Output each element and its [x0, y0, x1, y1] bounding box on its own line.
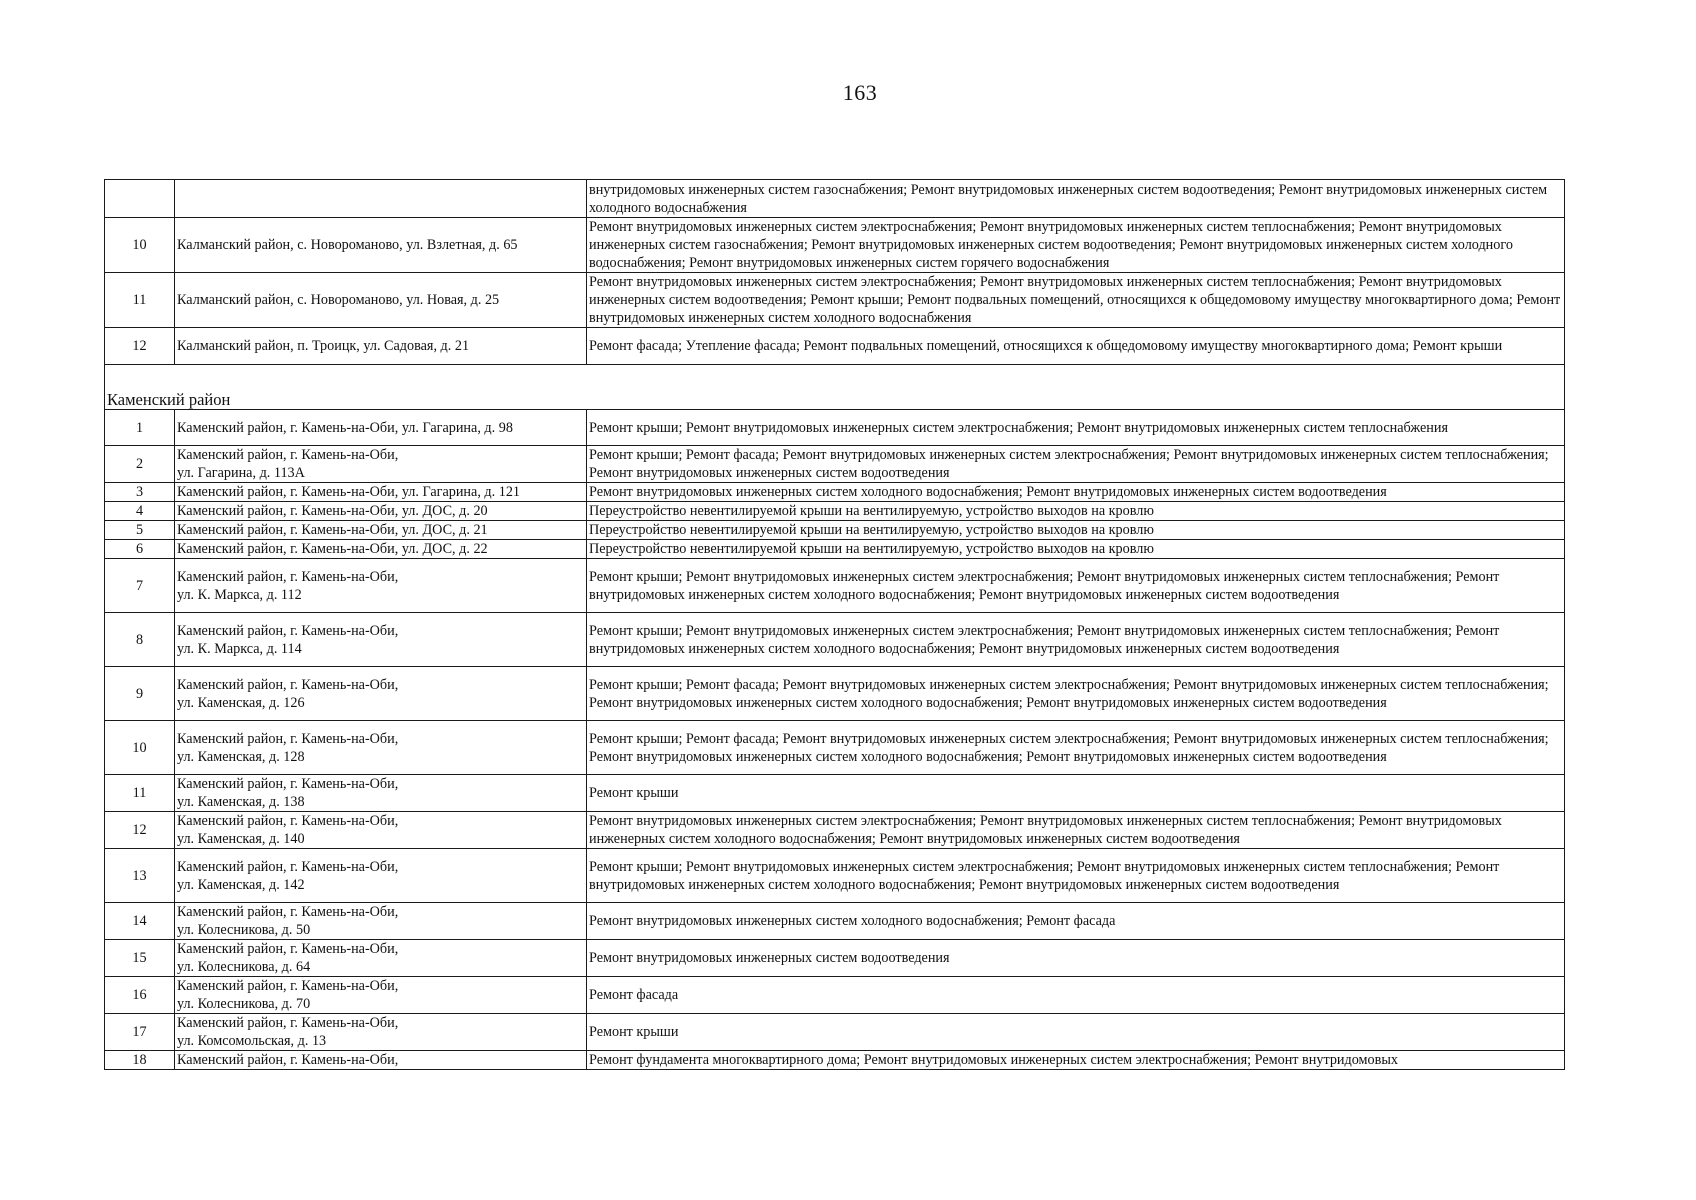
table-row [105, 667, 1565, 721]
row-number-cell: 11 [105, 775, 175, 812]
row-number-cell: 13 [105, 849, 175, 903]
address-cell: Каменский район, г. Камень-на-Оби, ул. Каменская, д. 142 [175, 849, 587, 903]
works-cell: Ремонт внутридомовых инженерных систем электроснабжения; Ремонт внутридомовых инженерных систем теплоснабжения; Ремонт внутридомовых инженерных систем холодного водоснабжения; Ремонт внутридомовых инженерных систем водоотведения [587, 812, 1565, 849]
table-row [105, 721, 1565, 775]
works-cell: Ремонт крыши; Ремонт фасада; Ремонт внутридомовых инженерных систем электроснабжения; Ремонт внутридомовых инженерных систем теплоснабжения; Ремонт внутридомовых инженерных систем холодного водоснабжения; Ремонт внутридомовых инженерных систем водоотведения [587, 721, 1565, 775]
works-cell: Переустройство невентилируемой крыши на вентилируемую, устройство выходов на кровлю [587, 521, 1565, 540]
address-cell: Каменский район, г. Камень-на-Оби, ул. ДОС, д. 21 [175, 521, 587, 540]
works-cell: Ремонт фасада; Утепление фасада; Ремонт подвальных помещений, относящихся к общедомовому имуществу многоквартирного дома; Ремонт крыши [587, 328, 1565, 365]
address-cell: Каменский район, г. Камень-на-Оби, ул. Каменская, д. 128 [175, 721, 587, 775]
row-number-cell: 10 [105, 721, 175, 775]
address-cell: Каменский район, г. Камень-на-Оби, ул. Колесникова, д. 70 [175, 977, 587, 1014]
works-cell: Ремонт внутридомовых инженерных систем электроснабжения; Ремонт внутридомовых инженерных систем теплоснабжения; Ремонт внутридомовых инженерных систем водоотведения; Ремонт крыши; Ремонт подвальных помещений, относящихся к общедомовому имуществу многоквартирного дома; Ремонт внутридомовых инженерных систем холодного водоснабжения [587, 273, 1565, 328]
table-row [105, 446, 1565, 483]
table-row [105, 483, 1565, 502]
address-cell: Каменский район, г. Камень-на-Оби, ул. ДОС, д. 20 [175, 502, 587, 521]
works-cell: Ремонт внутридомовых инженерных систем холодного водоснабжения; Ремонт внутридомовых инженерных систем водоотведения [587, 483, 1565, 502]
table-row [105, 812, 1565, 849]
repair-schedule-table [104, 179, 1565, 1070]
address-cell [175, 180, 587, 218]
works-cell: Переустройство невентилируемой крыши на вентилируемую, устройство выходов на кровлю [587, 540, 1565, 559]
works-cell: Ремонт крыши; Ремонт внутридомовых инженерных систем электроснабжения; Ремонт внутридомовых инженерных систем теплоснабжения; Ремонт внутридомовых инженерных систем холодного водоснабжения; Ремонт внутридомовых инженерных систем водоотведения [587, 849, 1565, 903]
address-cell: Калманский район, п. Троицк, ул. Садовая, д. 21 [175, 328, 587, 365]
row-number-cell: 5 [105, 521, 175, 540]
section-title: Каменский район [105, 365, 1565, 410]
works-cell: Ремонт внутридомовых инженерных систем водоотведения [587, 940, 1565, 977]
works-cell: Ремонт крыши; Ремонт фасада; Ремонт внутридомовых инженерных систем электроснабжения; Ремонт внутридомовых инженерных систем теплоснабжения; Ремонт внутридомовых инженерных систем водоотведения [587, 446, 1565, 483]
row-number-cell: 9 [105, 667, 175, 721]
row-number-cell [105, 180, 175, 218]
row-number-cell: 18 [105, 1051, 175, 1070]
works-cell: Ремонт крыши [587, 775, 1565, 812]
address-cell: Каменский район, г. Камень-на-Оби, ул. Каменская, д. 138 [175, 775, 587, 812]
works-cell: Ремонт внутридомовых инженерных систем холодного водоснабжения; Ремонт фасада [587, 903, 1565, 940]
table-row [105, 410, 1565, 446]
table-row [105, 1014, 1565, 1051]
table-body [105, 180, 1565, 1070]
works-cell: Ремонт внутридомовых инженерных систем электроснабжения; Ремонт внутридомовых инженерных систем теплоснабжения; Ремонт внутридомовых инженерных систем газоснабжения; Ремонт внутридомовых инженерных систем водоотведения; Ремонт внутридомовых инженерных систем холодного водоснабжения; Ремонт внутридомовых инженерных систем горячего водоснабжения [587, 218, 1565, 273]
row-number-cell: 2 [105, 446, 175, 483]
table-row [105, 849, 1565, 903]
works-cell: Ремонт крыши; Ремонт внутридомовых инженерных систем электроснабжения; Ремонт внутридомовых инженерных систем теплоснабжения; Ремонт внутридомовых инженерных систем холодного водоснабжения; Ремонт внутридомовых инженерных систем водоотведения [587, 613, 1565, 667]
table-row [105, 218, 1565, 273]
table-row [105, 559, 1565, 613]
address-cell: Каменский район, г. Камень-на-Оби, ул. Гагарина, д. 98 [175, 410, 587, 446]
table-row [105, 328, 1565, 365]
table-row [105, 903, 1565, 940]
table-row [105, 940, 1565, 977]
works-cell: Переустройство невентилируемой крыши на вентилируемую, устройство выходов на кровлю [587, 502, 1565, 521]
table-row [105, 1051, 1565, 1070]
table-row [105, 977, 1565, 1014]
table-row [105, 775, 1565, 812]
row-number-cell: 8 [105, 613, 175, 667]
table-row [105, 613, 1565, 667]
page-number: 163 [842, 80, 878, 105]
table-row [105, 502, 1565, 521]
address-cell: Каменский район, г. Камень-на-Оби, ул. Гагарина, д. 113А [175, 446, 587, 483]
address-cell: Каменский район, г. Камень-на-Оби, ул. Гагарина, д. 121 [175, 483, 587, 502]
table-row [105, 273, 1565, 328]
table-row [105, 521, 1565, 540]
table-row [105, 180, 1565, 218]
row-number-cell: 16 [105, 977, 175, 1014]
row-number-cell: 14 [105, 903, 175, 940]
section-header-row [105, 365, 1565, 410]
address-cell: Каменский район, г. Камень-на-Оби, ул. ДОС, д. 22 [175, 540, 587, 559]
address-cell: Калманский район, с. Новороманово, ул. Взлетная, д. 65 [175, 218, 587, 273]
works-cell: Ремонт фасада [587, 977, 1565, 1014]
address-cell: Каменский район, г. Камень-на-Оби, ул. Колесникова, д. 64 [175, 940, 587, 977]
row-number-cell: 12 [105, 328, 175, 365]
works-cell: внутридомовых инженерных систем газоснабжения; Ремонт внутридомовых инженерных систем водоотведения; Ремонт внутридомовых инженерных систем холодного водоснабжения [587, 180, 1565, 218]
address-cell: Каменский район, г. Камень-на-Оби, ул. Комсомольская, д. 13 [175, 1014, 587, 1051]
row-number-cell: 12 [105, 812, 175, 849]
works-cell: Ремонт фундамента многоквартирного дома; Ремонт внутридомовых инженерных систем электроснабжения; Ремонт внутридомовых [587, 1051, 1565, 1070]
row-number-cell: 7 [105, 559, 175, 613]
row-number-cell: 1 [105, 410, 175, 446]
address-cell: Каменский район, г. Камень-на-Оби, ул. Колесникова, д. 50 [175, 903, 587, 940]
works-cell: Ремонт крыши; Ремонт внутридомовых инженерных систем электроснабжения; Ремонт внутридомовых инженерных систем теплоснабжения; Ремонт внутридомовых инженерных систем холодного водоснабжения; Ремонт внутридомовых инженерных систем водоотведения [587, 559, 1565, 613]
row-number-cell: 17 [105, 1014, 175, 1051]
address-cell: Каменский район, г. Камень-на-Оби, ул. Каменская, д. 126 [175, 667, 587, 721]
row-number-cell: 11 [105, 273, 175, 328]
row-number-cell: 10 [105, 218, 175, 273]
address-cell: Каменский район, г. Камень-на-Оби, ул. К. Маркса, д. 112 [175, 559, 587, 613]
works-cell: Ремонт крыши [587, 1014, 1565, 1051]
address-cell: Калманский район, с. Новороманово, ул. Новая, д. 25 [175, 273, 587, 328]
table-row [105, 540, 1565, 559]
row-number-cell: 6 [105, 540, 175, 559]
works-cell: Ремонт крыши; Ремонт фасада; Ремонт внутридомовых инженерных систем электроснабжения; Ремонт внутридомовых инженерных систем теплоснабжения; Ремонт внутридомовых инженерных систем холодного водоснабжения; Ремонт внутридомовых инженерных систем водоотведения [587, 667, 1565, 721]
address-cell: Каменский район, г. Камень-на-Оби, ул. Каменская, д. 140 [175, 812, 587, 849]
row-number-cell: 4 [105, 502, 175, 521]
row-number-cell: 3 [105, 483, 175, 502]
address-cell: Каменский район, г. Камень-на-Оби, [175, 1051, 587, 1070]
works-cell: Ремонт крыши; Ремонт внутридомовых инженерных систем электроснабжения; Ремонт внутридомовых инженерных систем теплоснабжения [587, 410, 1565, 446]
row-number-cell: 15 [105, 940, 175, 977]
address-cell: Каменский район, г. Камень-на-Оби, ул. К. Маркса, д. 114 [175, 613, 587, 667]
